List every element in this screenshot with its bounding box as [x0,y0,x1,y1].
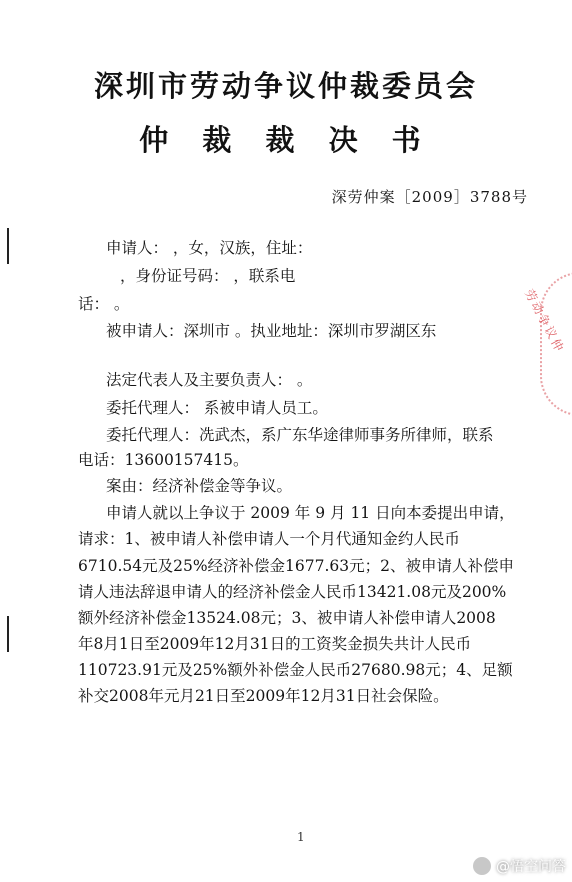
body-line: 被申请人：深圳市 。执业地址：深圳市罗湖区东 [106,322,437,340]
body-line: 委托代理人： 系被申请人员工。 [106,399,328,417]
watermark [472,856,566,876]
body-line: 申请人就以上争议于 2009 年 9 月 11 日向本委提出申请， [106,504,515,522]
body-line: 请求：1、被申请人补偿申请人一个月代通知金约人民币 [78,530,460,548]
wukong-logo-icon [472,856,492,876]
margin-bracket-mark [7,228,9,264]
body-line: 法定代表人及主要负责人： 。 [106,371,313,389]
document-subtitle: 仲 裁 裁 决 书 [139,123,433,157]
body-line: 6710.54元及25%经济补偿金1677.63元；2、被申请人补偿申 [78,557,515,575]
body-line: 额外经济补偿金13524.08元；3、被申请人补偿申请人2008 [78,609,496,627]
body-line: 案由：经济补偿金等争议。 [106,477,293,495]
seal-stamp: 劳动争议仲 [521,286,568,356]
document-title: 深圳市劳动争议仲裁委员会 [93,69,478,103]
body-line: 请人违法辞退申请人的经济补偿金人民币13421.08元及200% [78,583,507,601]
body-line: 申请人： ，女，汉族，住址： [106,239,313,257]
page-number: 1 [297,830,305,844]
watermark-text: @悟空问答 [496,859,566,875]
body-line: 电话：13600157415。 [78,451,249,469]
body-line: 话： 。 [78,295,130,313]
body-line: 补交2008年元月21日至2009年12月31日社会保险。 [78,687,449,705]
margin-bracket-mark [7,616,9,652]
body-line: 委托代理人：冼武杰，系广东华途律师事务所律师，联系 [106,426,494,444]
body-line: ，身份证号码： ，联系电 [120,267,296,285]
body-line: 年8月1日至2009年12月31日的工资奖金损失共计人民币 [78,635,472,653]
body-line: 110723.91元及25%额外补偿金人民币27680.98元；4、足额 [78,661,513,679]
case-number: 深劳仲案［2009］3788号 [331,188,528,206]
